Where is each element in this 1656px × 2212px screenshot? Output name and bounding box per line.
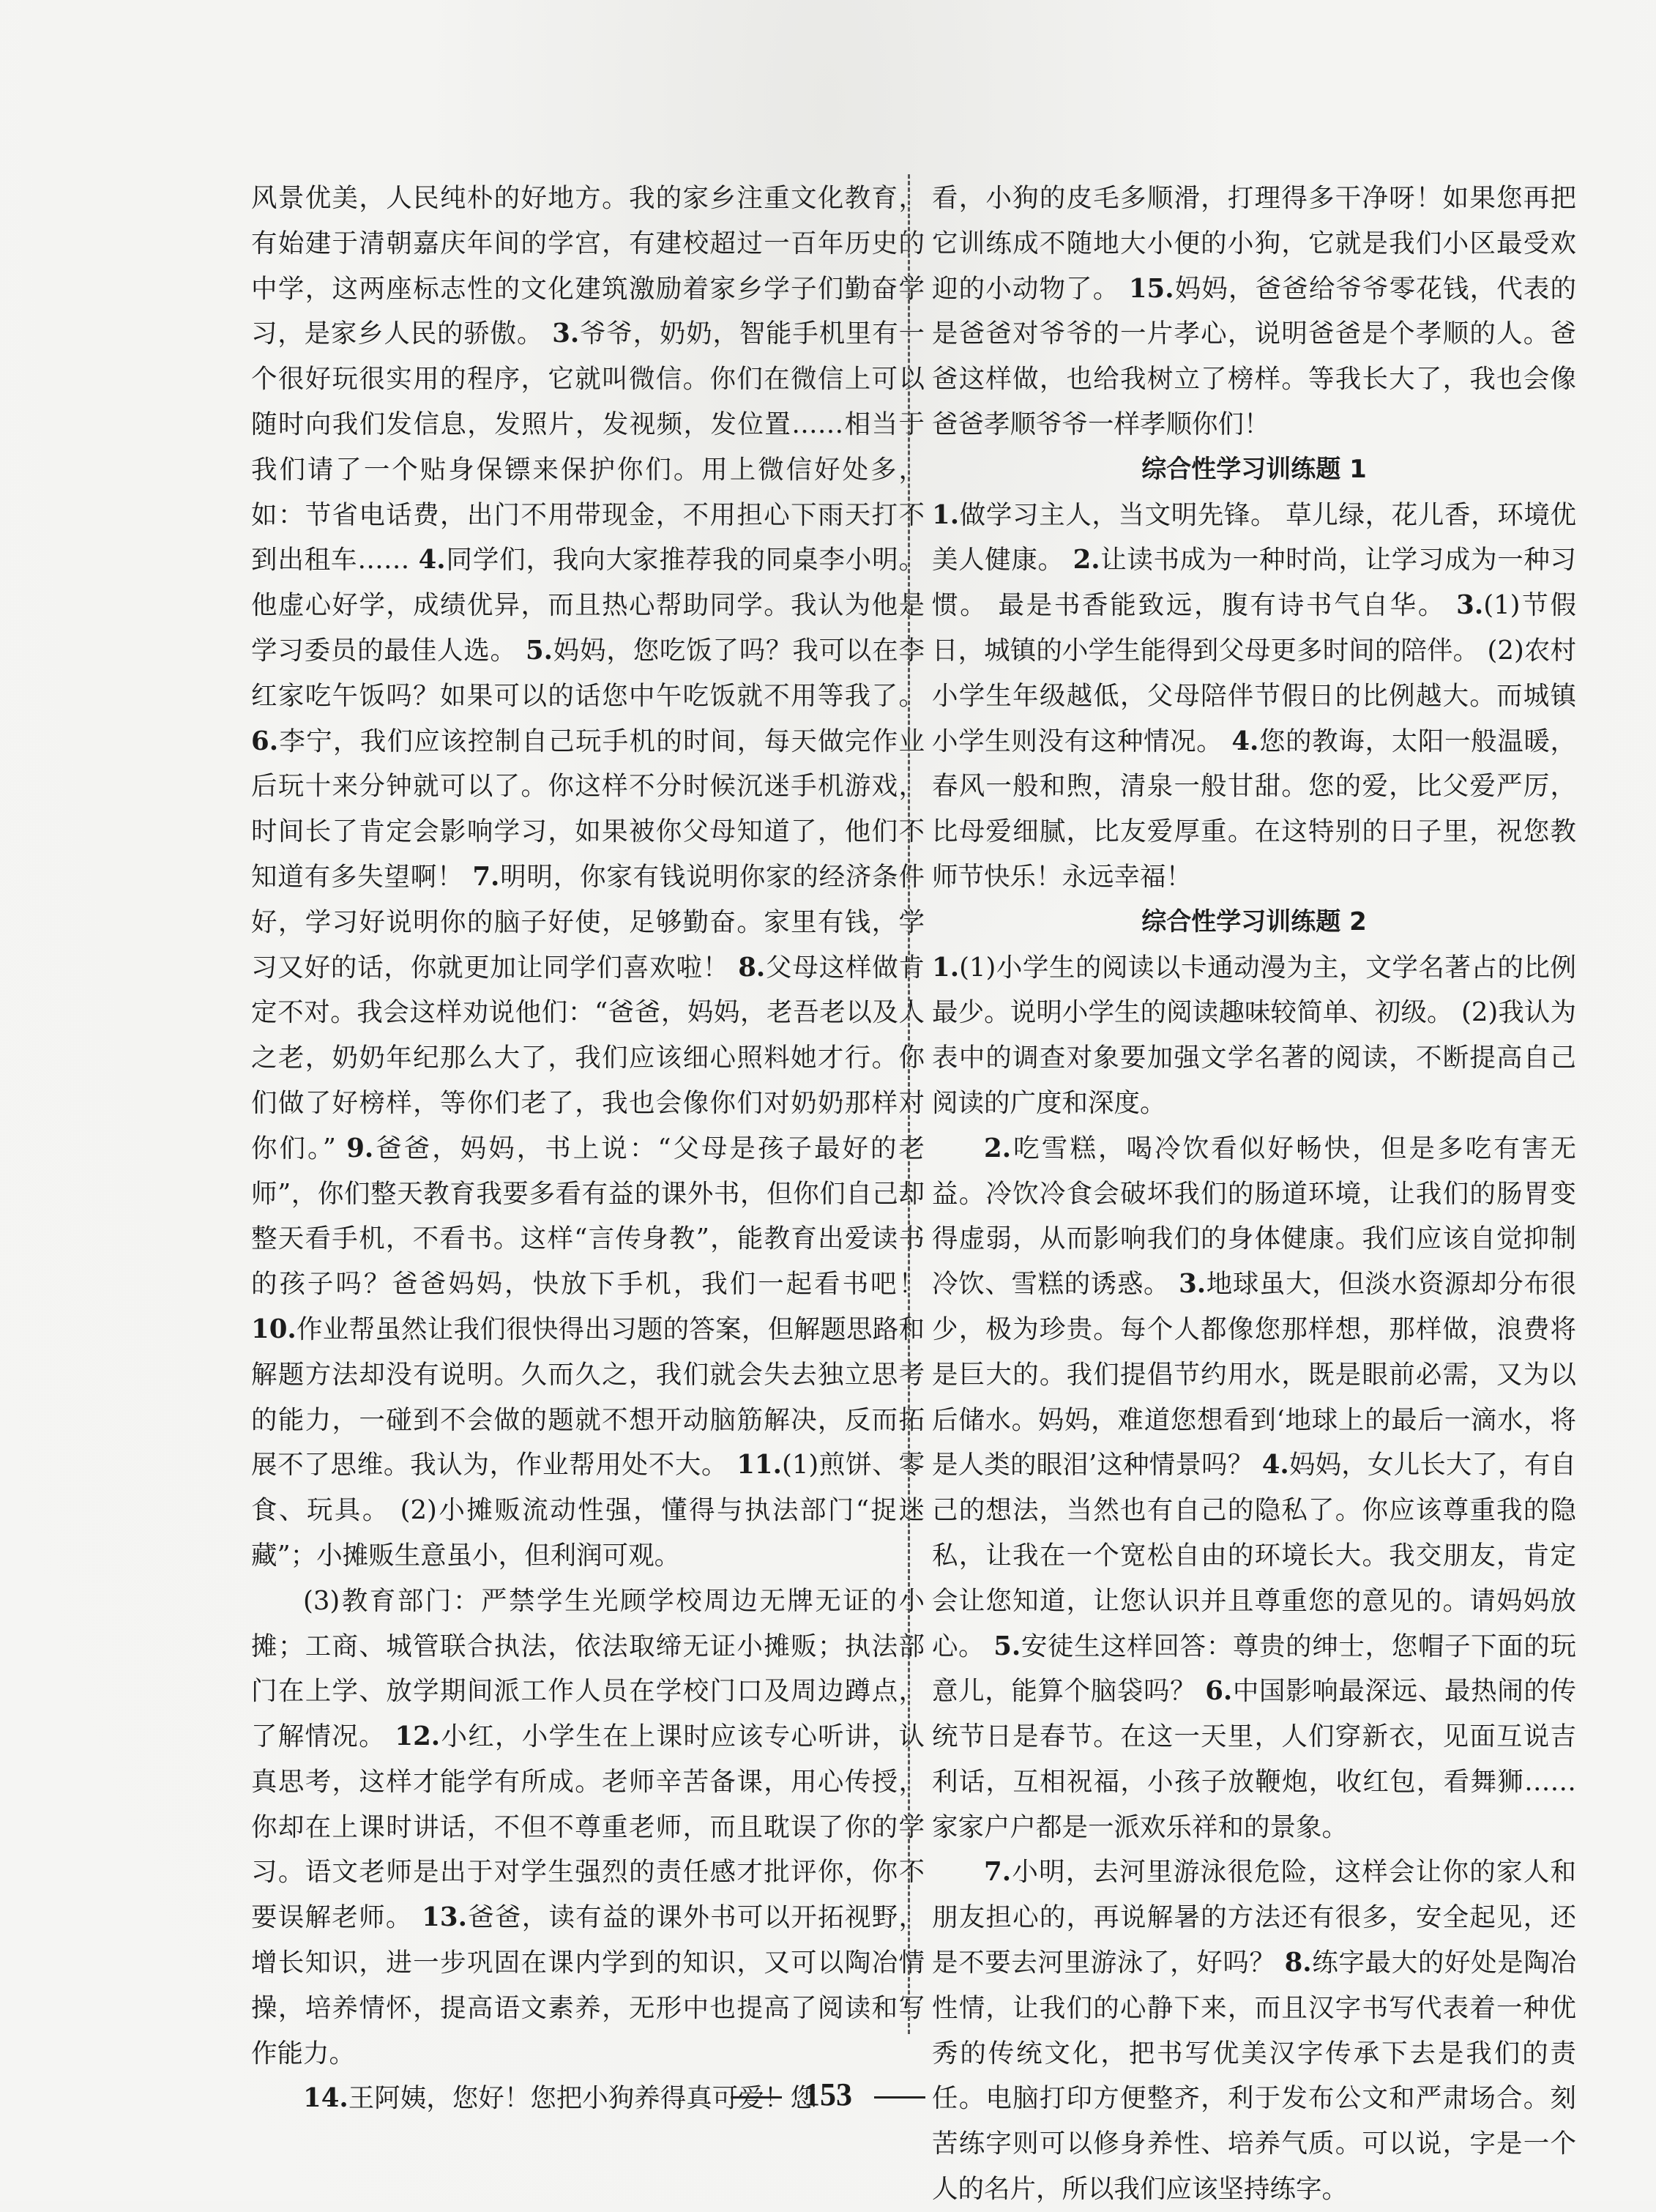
paragraph: 李宁，我们应该控制自己玩手机的时间，每天做完作业后玩十来分钟就可以了。你这样不分时候沉迷手机游戏，时间长了肯定会影响学习，如果被你父母知道了，他们不知道有多失望啊！ (251, 726, 925, 892)
item-number: 12. (395, 1721, 441, 1752)
item-number: 6. (251, 726, 279, 756)
paragraph: 小明，去河里游泳很危险，这样会让你的家人和朋友担心的，再说解暑的方法还有很多，安全起见，还是不要去河里游泳了，好吗？ (932, 1857, 1576, 1978)
item-number: 4. (1261, 1450, 1289, 1481)
item-number: 4. (1231, 726, 1259, 756)
page-number (0, 2076, 1656, 2113)
paragraph: 爸爸，妈妈，书上说：“父母是孩子最好的老师”，你们整天教育我要多看有益的课外书，但你们自己却整天看手机，不看书。这样“言传身教”，能教育出爱读书的孩子吗？爸爸妈妈，快放下手机，我们一起看书吧！ (251, 1133, 925, 1300)
paragraph: (1)小学生的阅读以卡通动漫为主，文学名著占的比例最少。说明小学生的阅读趣味较简单、初级。 (2)我认为表中的调查对象要加强文学名著的阅读，不断提高自己阅读的广度和深度。 (932, 952, 1576, 1118)
paragraph: 父母这样做肯定不对。我会这样劝说他们：“爸爸，妈妈，老吾老以及人之老，奶奶年纪那么大了，我们应该细心照料她才行。你们做了好榜样，等你们老了，我也会像你们对奶奶那样对你们。” (251, 952, 925, 1163)
paragraph: 练字最大的好处是陶冶性情，让我们的心静下来，而且汉字书写代表着一种优秀的传统文化，把书写优美汉字传承下去是我们的责任。电脑打印方便整齐，利于发布公文和严肃场合。刻苦练字则可以修身养性、培养气质。可以说，字是一个人的名片，所以我们应该坚持练字。 (932, 1948, 1576, 2205)
section2-text (932, 945, 1576, 1126)
paragraph: 明明，你家有钱说明你家的经济条件好，学习好说明你的脑子好使，足够勤奋。家里有钱，学习又好的话，你就更加让同学们喜欢啦！ (251, 861, 925, 983)
item-number: 2. (1073, 545, 1100, 576)
paragraph: 地球虽大，但淡水资源却分布很少，极为珍贵。每个人都像您那样想，那样做，浪费将是巨大的。我们提倡节约用水，既是眼前必需，又为以后储水。妈妈，难道您想看到‘地球上的最后一滴水，将是人类的眼泪’这种情景吗？ (932, 1269, 1576, 1481)
item-number: 14. (303, 2083, 348, 2114)
item-number: 6. (1205, 1676, 1233, 1707)
paragraph: 中国影响最深远、最热闹的传统节日是春节。在这一天里，人们穿新衣，见面互说吉利话，互相祝福，小孩子放鞭炮，收红包，看舞狮……家家户户都是一派欢乐祥和的景象。 (932, 1676, 1576, 1842)
paragraph: 做学习主人，当文明先锋。 草儿绿，花儿香，环境优美人健康。 (932, 499, 1576, 576)
paragraph: 爷爷，奶奶，智能手机里有一个很好玩很实用的程序，它就叫微信。你们在微信上可以随时向我们发信息，发照片，发视频，发位置……相当于我们请了一个贴身保镖来保护你们。用上微信好处多，如：节省电话费，出门不用带现金，不用担心下雨天打不到出租车…… (251, 319, 925, 576)
item-number: 9. (346, 1133, 374, 1163)
item-number: 3. (1179, 1269, 1206, 1300)
paragraph: 吃雪糕，喝冷饮看似好畅快，但是多吃有害无益。冷饮冷食会破坏我们的肠道环境，让我们的肠胃变得虚弱，从而影响我们的身体健康。我们应该自觉抑制冷饮、雪糕的诱惑。 (932, 1133, 1576, 1300)
item-number: 5. (525, 635, 553, 666)
paragraph: 安徒生这样回答：尊贵的绅士，您帽子下面的玩意儿，能算个脑袋吗？ (932, 1631, 1576, 1707)
right-text (932, 176, 1576, 447)
left-text-2 (251, 1579, 925, 2077)
paragraph: (1)煎饼、零食、玩具。 (2)小摊贩流动性强，懂得与执法部门“捉迷藏”；小摊贩生意虽小，但利润可观。 (251, 1450, 925, 1571)
paragraph: 作业帮虽然让我们很快得出习题的答案，但解题思路和解题方法却没有说明。久而久之，我们就会失去独立思考的能力，一碰到不会做的题就不想开动脑筋解决，反而拓展不了思维。我认为，作业帮用处不大。 (251, 1314, 925, 1481)
dash-left (731, 2096, 782, 2099)
item-number: 7. (984, 1857, 1012, 1888)
paragraph: 同学们，我向大家推荐我的同桌李小明。他虚心好学，成绩优异，而且热心帮助同学。我认为他是学习委员的最佳人选。 (251, 545, 925, 666)
section2-text-2 (932, 1126, 1576, 1850)
paragraph: 风景优美，人民纯朴的好地方。我的家乡注重文化教育，有始建于清朝嘉庆年间的学宫，有建校超过一百年历史的中学，这两座标志性的文化建筑激励着家乡学子们勤奋学习，是家乡人民的骄傲。 (251, 183, 925, 349)
item-number: 13. (422, 1902, 467, 1933)
item-number: 8. (738, 952, 766, 983)
item-number: 3. (552, 319, 580, 349)
section1-text (932, 493, 1576, 900)
item-number: 3. (1456, 590, 1484, 621)
left-text (251, 176, 925, 1579)
item-number: 10. (251, 1314, 296, 1344)
column-divider (908, 174, 910, 2034)
paragraph: 小红，小学生在上课时应该专心听讲，认真思考，这样才能学有所成。老师辛苦备课，用心传授，你却在上课时讲话，不但不尊重老师，而且耽误了你的学习。语文老师是出于对学生强烈的责任感才批评你，你不要误解老师。 (251, 1721, 925, 1933)
section2-text-3 (932, 1850, 1576, 2211)
item-number: 11. (736, 1450, 782, 1481)
paragraph: (1)节假日，城镇的小学生能得到父母更多时间的陪伴。 (2)农村小学生年级越低，父母陪伴节假日的比例越大。而城镇小学生则没有这种情况。 (932, 590, 1576, 756)
item-number: 4. (418, 545, 446, 576)
paragraph: 妈妈，您吃饭了吗？我可以在李红家吃午饭吗？如果可以的话您中午吃饭就不用等我了。 (251, 635, 925, 711)
item-number: 1. (932, 952, 960, 983)
item-number: 5. (993, 1631, 1021, 1661)
paragraph: 妈妈，爸爸给爷爷零花钱，代表的是爸爸对爷爷的一片孝心，说明爸爸是个孝顺的人。爸爸这样做，也给我树立了榜样。等我长大了，我也会像爸爸孝顺爷爷一样孝顺你们！ (932, 273, 1576, 439)
paragraph: 爸爸，读有益的课外书可以开拓视野，增长知识，进一步巩固在课内学到的知识，又可以陶冶情操，培养情怀，提高语文素养，无形中也提高了阅读和写作能力。 (251, 1902, 925, 2068)
paragraph: 妈妈，女儿长大了，有自己的想法，当然也有自己的隐私了。你应该尊重我的隐私，让我在一个宽松自由的环境长大。我交朋友，肯定会让您知道，让您认识并且尊重您的意见的。请妈妈放心。 (932, 1450, 1576, 1661)
paragraph: 看，小狗的皮毛多顺滑，打理得多干净呀！如果您再把它训练成不随地大小便的小狗，它就是我们小区最受欢迎的小动物了。 (932, 183, 1576, 304)
item-number: 15. (1128, 273, 1174, 304)
left-column (251, 176, 925, 2121)
section-title: 综合性学习训练题 1 (1141, 454, 1367, 484)
paragraph: 王阿姨，您好！您把小狗养得真可爱！您 (348, 2083, 816, 2114)
right-column (932, 176, 1576, 2212)
dash-right (874, 2096, 925, 2099)
item-number: 1. (932, 499, 960, 530)
paragraph: (3)教育部门：严禁学生光顾学校周边无牌无证的小摊；工商、城管联合执法，依法取缔无证小摊贩；执法部门在上学、放学期间派工作人员在学校门口及周边蹲点，了解情况。 (251, 1585, 925, 1752)
paragraph: 您的教诲，太阳一般温暖，春风一般和煦，清泉一般甘甜。您的爱，比父爱严厉，比母爱细腻，比友爱厚重。在这特别的日子里，祝您教师节快乐！永远幸福！ (932, 726, 1576, 892)
paragraph: 让读书成为一种时尚，让学习成为一种习惯。 最是书香能致远，腹有诗书气自华。 (932, 545, 1576, 621)
item-number: 2. (984, 1133, 1012, 1163)
page-number-text: 153 (804, 2077, 852, 2112)
section-title: 综合性学习训练题 2 (1141, 906, 1367, 936)
item-number: 7. (472, 861, 500, 892)
item-number: 8. (1284, 1948, 1312, 1978)
